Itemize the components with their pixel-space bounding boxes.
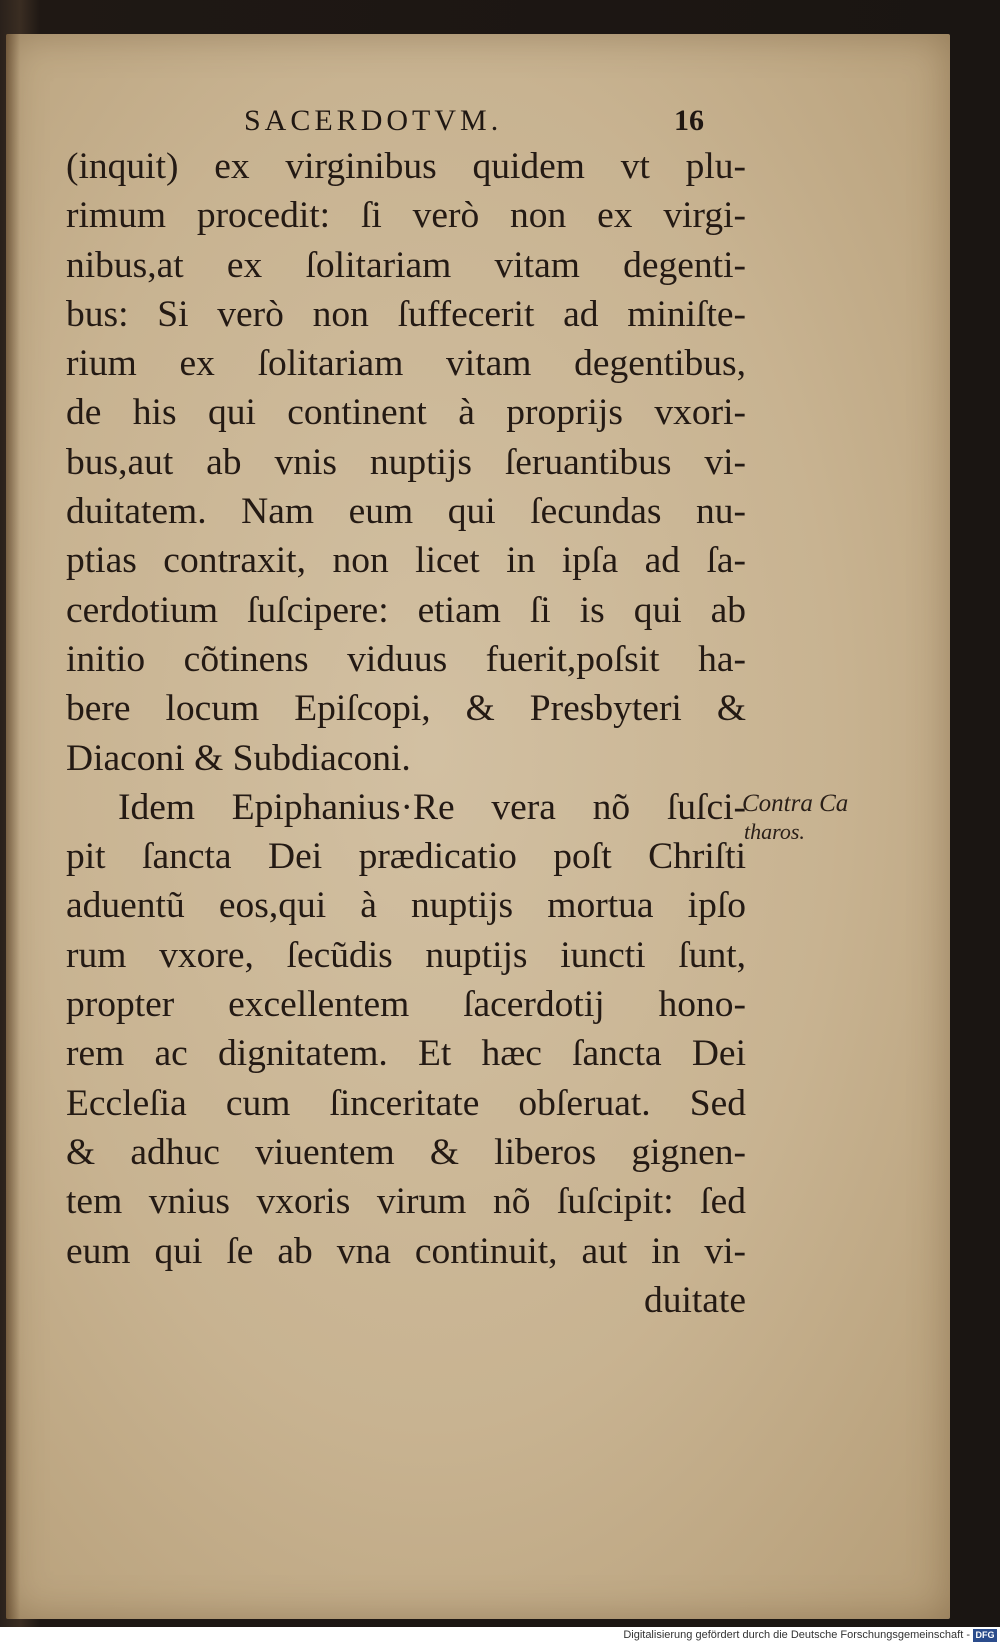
text-block (66, 142, 746, 1325)
text-line-23: eum qui ſe ab vna continuit, aut in vi- (66, 1230, 746, 1272)
text-line-6: de his qui continent à proprijs vxori- (66, 392, 746, 434)
text-line-8: duitatem. Nam eum qui ſecundas nu- (66, 491, 746, 533)
text-line-14: Idem Epiphanius·Re vera nõ ſuſci- (118, 786, 746, 828)
text-line-11: initio cõtinens viduus fuerit,poſsit ha- (66, 638, 746, 680)
text-line-5: rium ex ſolitariam vitam degentibus, (66, 343, 746, 385)
dfg-logo: DFG (973, 1629, 997, 1642)
text-line-22: tem vnius vxoris virum nõ ſuſcipit: ſed (66, 1181, 746, 1223)
text-line-18: propter excellentem ſacerdotij hono- (66, 984, 746, 1026)
page-gutter-shadow (6, 34, 20, 1619)
text-line-9: ptias contraxit, non licet in ipſa ad ſa- (66, 540, 746, 582)
text-line-16: aduentũ eos,qui à nuptijs mortua ipſo (66, 885, 746, 927)
text-line-2: rimum procedit: ſi verò non ex virgi- (66, 195, 746, 237)
text-line-4: bus: Si verò non ſuffecerit ad miniſte- (66, 293, 746, 335)
page-number: 16 (674, 104, 704, 137)
text-line-20: Eccleſia cum ſinceritate obſeruat. Sed (66, 1082, 746, 1124)
marginal-note-line-1: Contra Ca (742, 790, 849, 817)
text-line-17: rum vxore, ſecũdis nuptijs iuncti ſunt, (66, 934, 746, 976)
text-line-1: (inquit) ex virginibus quidem vt plu- (66, 146, 746, 187)
catchword: duitate (643, 1279, 746, 1321)
text-line-21: & adhuc viuentem & liberos gignen- (66, 1131, 746, 1173)
funding-credit: Digitalisierung gefördert durch die Deutsche Forschungsgemeinschaft - (623, 1629, 970, 1641)
marginal-note-line-2: tharos. (744, 819, 805, 844)
text-line-12: bere locum Epiſcopi, & Presbyteri & (66, 688, 746, 730)
text-line-13: Diaconi & Subdiaconi. (66, 737, 411, 779)
marginal-note (742, 790, 848, 846)
text-line-7: bus,aut ab vnis nuptijs ſeruantibus vi- (66, 441, 746, 483)
text-line-19: rem ac dignitatem. Et hæc ſancta Dei (66, 1033, 746, 1075)
text-line-10: cerdotium ſuſcipere: etiam ſi is qui ab (66, 589, 746, 631)
text-line-3: nibus,at ex ſolitariam vitam degenti- (66, 244, 746, 286)
text-line-15: pit ſancta Dei prædicatio poſt Chriſti (66, 836, 746, 878)
running-title: SACERDOTVM. (244, 104, 503, 137)
